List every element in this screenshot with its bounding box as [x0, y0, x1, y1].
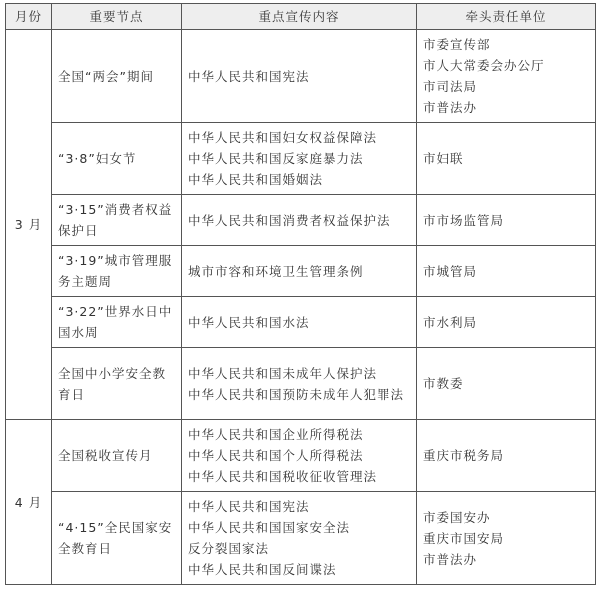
- law-name: 中华人民共和国反间谍法: [188, 562, 337, 577]
- content-cell: [182, 30, 417, 123]
- content-cell: [182, 492, 417, 585]
- law-name: 中华人民共和国宪法: [188, 68, 310, 84]
- unit-cell: [417, 492, 596, 585]
- header-node: 重要节点: [52, 4, 182, 30]
- month-cell-march: 3 月: [6, 30, 52, 420]
- node-cell: [52, 246, 182, 297]
- table-row: [6, 492, 596, 585]
- unit-name: 重庆市国安局: [423, 530, 505, 546]
- law-name: 中华人民共和国水法: [188, 314, 310, 330]
- unit-cell: [417, 348, 596, 420]
- table-row: [6, 348, 596, 420]
- law-name: 中华人民共和国宪法: [188, 499, 310, 514]
- law-name: 中华人民共和国婚姻法: [188, 172, 324, 187]
- unit-name: 市普法办: [423, 100, 478, 115]
- node-text: 全国税收宣传月: [58, 448, 153, 463]
- unit-name: 市司法局: [423, 79, 478, 94]
- unit-name: 市人大常委会办公厅: [423, 58, 545, 73]
- unit-name: 市委国安办: [423, 509, 491, 525]
- content-cell: [182, 297, 417, 348]
- law-name: 中华人民共和国妇女权益保障法: [188, 130, 378, 145]
- table-row: [6, 297, 596, 348]
- law-name: 城市市容和环境卫生管理条例: [188, 263, 364, 279]
- node-cell: [52, 195, 182, 246]
- node-cell: [52, 30, 182, 123]
- month-cell-april: 4 月: [6, 420, 52, 585]
- unit-name: 市水利局: [423, 314, 478, 330]
- unit-cell: [417, 195, 596, 246]
- node-cell: [52, 348, 182, 420]
- table-row: [6, 123, 596, 195]
- law-name: 中华人民共和国税收征收管理法: [188, 469, 378, 484]
- header-unit: 牵头责任单位: [417, 4, 596, 30]
- table-row: [6, 195, 596, 246]
- node-text: “3·15”消费者权益保护日: [58, 202, 173, 238]
- content-cell: [182, 246, 417, 297]
- content-cell: [182, 195, 417, 246]
- law-name: 中华人民共和国反家庭暴力法: [188, 151, 364, 166]
- content-cell: [182, 123, 417, 195]
- node-text: “3·22”世界水日中国水周: [58, 304, 173, 340]
- table-header-row: [6, 4, 596, 30]
- node-cell: [52, 123, 182, 195]
- law-name: 中华人民共和国国家安全法: [188, 520, 351, 535]
- unit-name: 市普法办: [423, 551, 478, 567]
- node-cell: [52, 420, 182, 492]
- publicity-schedule-table: [5, 3, 596, 585]
- unit-cell: [417, 30, 596, 123]
- node-cell: [52, 492, 182, 585]
- node-text: “3·19”城市管理服务主题周: [58, 253, 173, 289]
- unit-name: 市教委: [423, 376, 464, 391]
- node-text: 全国中小学安全教育日: [58, 365, 167, 402]
- law-name: 中华人民共和国预防未成年人犯罪法: [188, 386, 405, 402]
- unit-name: 重庆市税务局: [423, 448, 505, 463]
- node-text: “3·8”妇女节: [58, 151, 137, 166]
- table-row: [6, 420, 596, 492]
- header-month: 月份: [6, 4, 52, 30]
- unit-name: 市城管局: [423, 263, 478, 279]
- content-cell: [182, 420, 417, 492]
- law-name: 中华人民共和国消费者权益保护法: [188, 212, 391, 228]
- law-name: 中华人民共和国个人所得税法: [188, 448, 364, 463]
- table-row: [6, 30, 596, 123]
- node-text: “4·15”全民国家安全教育日: [58, 520, 173, 556]
- unit-cell: [417, 420, 596, 492]
- content-cell: [182, 348, 417, 420]
- header-content: 重点宣传内容: [182, 4, 417, 30]
- unit-cell: [417, 123, 596, 195]
- unit-name: 市妇联: [423, 151, 464, 166]
- node-cell: [52, 297, 182, 348]
- unit-cell: [417, 297, 596, 348]
- node-text: 全国“两会”期间: [58, 68, 154, 84]
- law-name: 中华人民共和国未成年人保护法: [188, 365, 378, 381]
- law-name: 反分裂国家法: [188, 541, 270, 556]
- law-name: 中华人民共和国企业所得税法: [188, 427, 364, 442]
- table-row: [6, 246, 596, 297]
- unit-name: 市委宣传部: [423, 37, 491, 52]
- unit-cell: [417, 246, 596, 297]
- unit-name: 市市场监管局: [423, 212, 505, 228]
